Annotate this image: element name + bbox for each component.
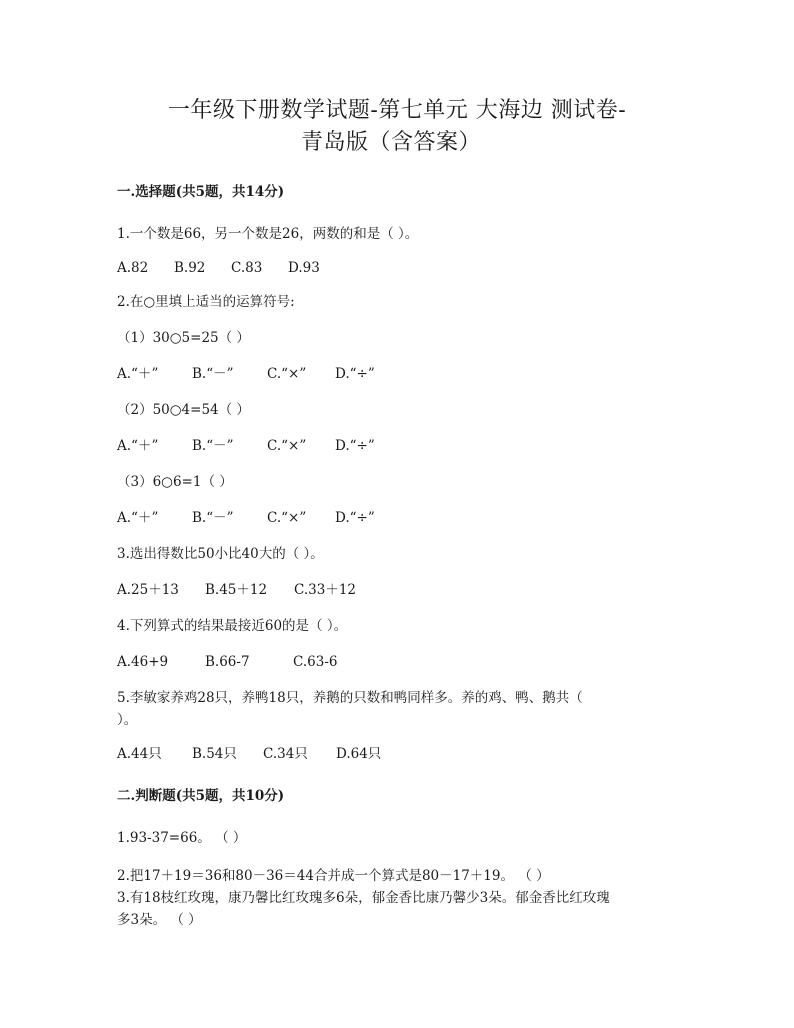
question-1-options xyxy=(117,258,320,278)
section-heading-choice: 一.选择题(共5题，共14分) xyxy=(117,184,285,200)
option-b: B.“－” xyxy=(192,366,234,382)
option-b: B.“－” xyxy=(192,510,234,526)
option-b: B.92 xyxy=(174,260,206,276)
option-b: B.45＋12 xyxy=(205,582,268,598)
option-d: D.“÷” xyxy=(335,510,375,526)
question-5-options xyxy=(117,744,381,764)
option-d: D.“÷” xyxy=(335,366,375,382)
question-5-line2: ）。 xyxy=(117,712,138,728)
question-2-sub-2-options xyxy=(117,436,375,456)
option-b: B.54只 xyxy=(192,746,237,762)
option-a: A.82 xyxy=(117,260,149,276)
question-2-sub-3: （3）6○6=1（ ） xyxy=(117,474,233,490)
question-2: 2.在○里填上适当的运算符号: xyxy=(117,294,295,310)
option-c: C.“×” xyxy=(267,366,307,382)
option-c: C.63-6 xyxy=(293,654,338,670)
page-title-line1: 一年级下册数学试题-第七单元 大海边 测试卷- xyxy=(167,98,627,123)
judge-3-line1: 3.有18枝红玫瑰，康乃馨比红玫瑰多6朵，郁金香比康乃馨少3朵。郁金香比红玫瑰 xyxy=(117,890,610,906)
question-2-sub-1: （1）30○5=25（ ） xyxy=(117,330,250,346)
option-b: B.“－” xyxy=(192,438,234,454)
judge-1: 1.93-37=66。 （ ） xyxy=(117,830,247,846)
section-heading-judge: 二.判断题(共5题，共10分) xyxy=(117,788,285,804)
question-2-sub-2: （2）50○4=54（ ） xyxy=(117,402,250,418)
option-a: A.“＋” xyxy=(117,366,159,382)
option-b: B.66-7 xyxy=(205,654,250,670)
question-4-options xyxy=(117,652,337,672)
option-a: A.“＋” xyxy=(117,438,159,454)
option-c: C.33＋12 xyxy=(294,582,356,598)
question-2-sub-3-options xyxy=(117,508,375,528)
judge-2: 2.把17＋19＝36和80－36＝44合并成一个算式是80－17＋19。 （ ） xyxy=(117,868,550,884)
question-2-sub-1-options xyxy=(117,364,375,384)
option-c: C.83 xyxy=(231,260,263,276)
option-c: C.“×” xyxy=(267,510,307,526)
option-d: D.64只 xyxy=(336,746,382,762)
option-a: A.25＋13 xyxy=(117,582,179,598)
option-a: A.46+9 xyxy=(117,654,169,670)
option-d: D.93 xyxy=(288,260,320,276)
judge-3-line2: 多3朵。 （ ） xyxy=(117,912,202,928)
question-4: 4.下列算式的结果最接近60的是（ ）。 xyxy=(117,618,348,634)
page-title-line2: 青岛版（含答案） xyxy=(300,130,481,155)
option-a: A.“＋” xyxy=(117,510,159,526)
option-a: A.44只 xyxy=(117,746,162,762)
option-c: C.34只 xyxy=(263,746,308,762)
question-1: 1.一个数是66，另一个数是26，两数的和是（ ）。 xyxy=(117,226,419,242)
option-d: D.“÷” xyxy=(335,438,375,454)
question-3: 3.选出得数比50小比40大的（ ）。 xyxy=(117,546,324,562)
question-5-line1: 5.李敏家养鸡28只，养鸭18只，养鹅的只数和鸭同样多。养的鸡、鸭、鹅共（ xyxy=(117,690,583,706)
option-c: C.“×” xyxy=(267,438,307,454)
question-3-options xyxy=(117,580,356,600)
